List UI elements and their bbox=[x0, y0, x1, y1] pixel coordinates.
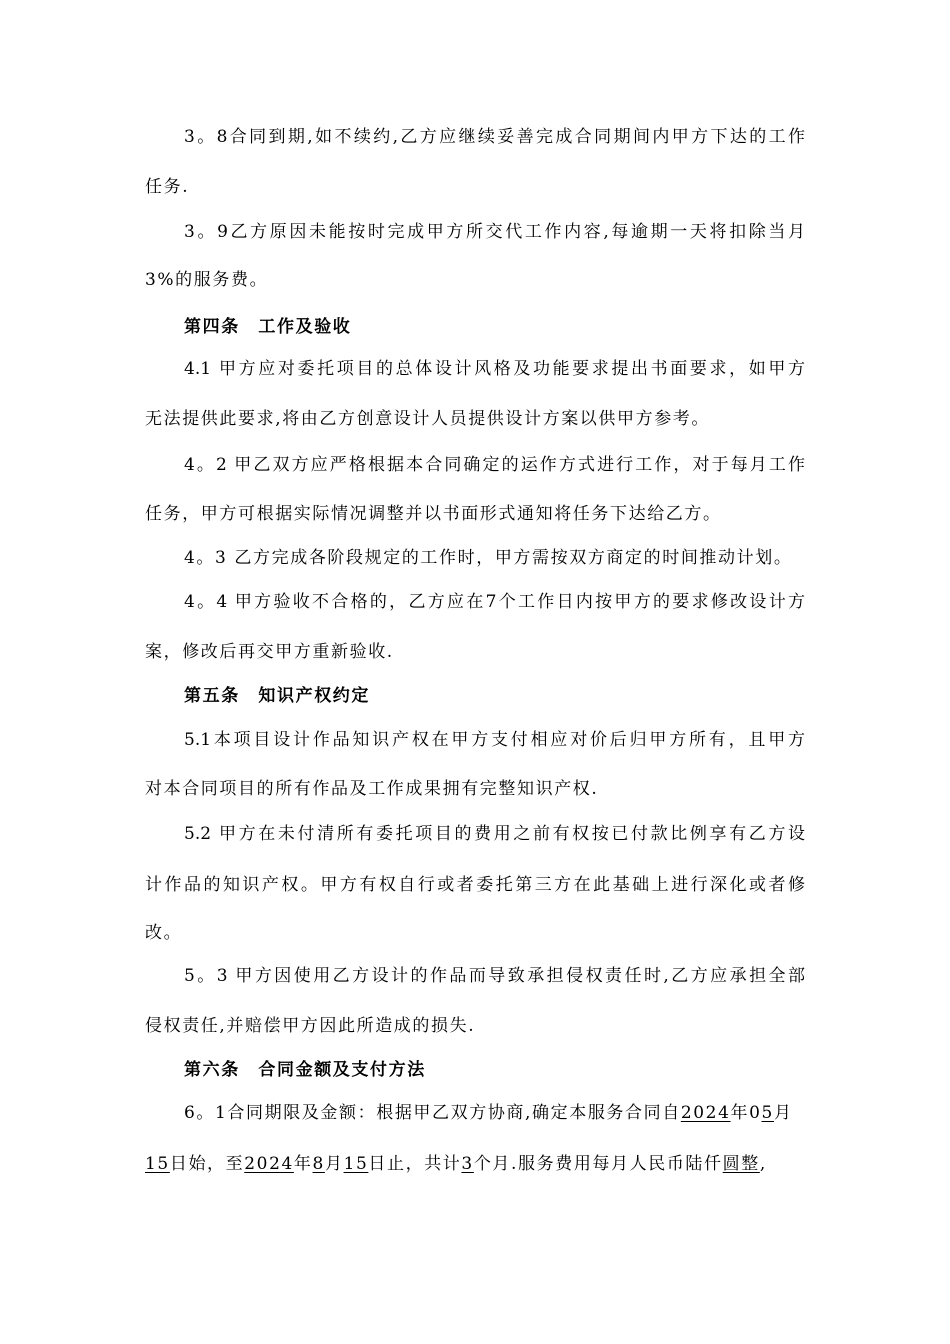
underlined-amount: 圆整 bbox=[722, 1154, 760, 1174]
clause-3-8-line-2: 任务. bbox=[145, 177, 190, 197]
clause-5-1-line-1: 5.1本项目设计作品知识产权在甲方支付相应对价后归甲方所有，且甲方 bbox=[184, 730, 805, 750]
text-segment: 日止，共计 bbox=[368, 1154, 462, 1174]
article-6-heading: 第六条 合同金额及支付方法 bbox=[184, 1060, 426, 1080]
text-segment: 6。1合同期限及金额：根据甲乙双方协商,确定本服务合同自 bbox=[184, 1103, 681, 1123]
underlined-day: 15 bbox=[343, 1154, 369, 1174]
text-segment: 日始，至 bbox=[169, 1154, 245, 1174]
clause-5-2-line-1: 5.2 甲方在未付清所有委托项目的费用之前有权按已付款比例享有乙方设 bbox=[184, 824, 805, 844]
clause-6-1-line-2 bbox=[145, 1152, 805, 1176]
clause-5-3-line-1: 5。3 甲方因使用乙方设计的作品而导致承担侵权责任时,乙方应承担全部 bbox=[184, 966, 805, 986]
clause-4-1-line-1: 4.1 甲方应对委托项目的总体设计风格及功能要求提出书面要求，如甲方 bbox=[184, 359, 805, 379]
underlined-day: 15 bbox=[145, 1154, 170, 1174]
clause-4-2-line-1: 4。2 甲乙双方应严格根据本合同确定的运作方式进行工作，对于每月工作 bbox=[184, 455, 805, 475]
underlined-month: 8 bbox=[312, 1154, 325, 1174]
underlined-month: 5 bbox=[761, 1103, 774, 1123]
clause-4-2-line-2: 任务，甲方可根据实际情况调整并以书面形式通知将任务下达给乙方。 bbox=[145, 504, 722, 524]
clause-4-3-line-1: 4。3 乙方完成各阶段规定的工作时，甲方需按双方商定的时间推动计划。 bbox=[184, 548, 793, 568]
clause-5-1-line-2: 对本合同项目的所有作品及工作成果拥有完整知识产权. bbox=[145, 779, 599, 799]
text-segment: 月 bbox=[773, 1103, 793, 1123]
text-segment: 年 bbox=[293, 1154, 313, 1174]
clause-4-4-line-1: 4。4 甲方验收不合格的，乙方应在7个工作日内按甲方的要求修改设计方 bbox=[184, 592, 805, 612]
text-segment: 个月.服务费用每月人民币陆仟 bbox=[473, 1154, 723, 1174]
article-5-heading: 第五条 知识产权约定 bbox=[184, 686, 370, 706]
underlined-year: 2024 bbox=[244, 1154, 294, 1174]
text-segment: , bbox=[759, 1154, 767, 1174]
clause-5-2-line-2: 计作品的知识产权。甲方有权自行或者委托第三方在此基础上进行深化或者修 bbox=[145, 875, 805, 895]
clause-5-3-line-2: 侵权责任,并赔偿甲方因此所造成的损失. bbox=[145, 1016, 476, 1036]
clause-3-9-line-1: 3。9乙方原因未能按时完成甲方所交代工作内容,每逾期一天将扣除当月 bbox=[184, 222, 805, 242]
text-segment: 年0 bbox=[730, 1103, 762, 1123]
text-segment: 月 bbox=[324, 1154, 344, 1174]
clause-4-1-line-2: 无法提供此要求,将由乙方创意设计人员提供设计方案以供甲方参考。 bbox=[145, 409, 711, 429]
underlined-duration: 3 bbox=[461, 1154, 474, 1174]
clause-5-2-line-3: 改。 bbox=[145, 923, 183, 943]
clause-6-1-line-1 bbox=[184, 1101, 805, 1125]
clause-3-9-line-2: 3%的服务费。 bbox=[145, 270, 269, 290]
clause-4-4-line-2: 案，修改后再交甲方重新验收. bbox=[145, 642, 394, 662]
article-4-heading: 第四条 工作及验收 bbox=[184, 317, 352, 337]
clause-3-8-line-1: 3。8合同到期,如不续约,乙方应继续妥善完成合同期间内甲方下达的工作 bbox=[184, 127, 805, 147]
underlined-year: 2024 bbox=[680, 1103, 731, 1123]
